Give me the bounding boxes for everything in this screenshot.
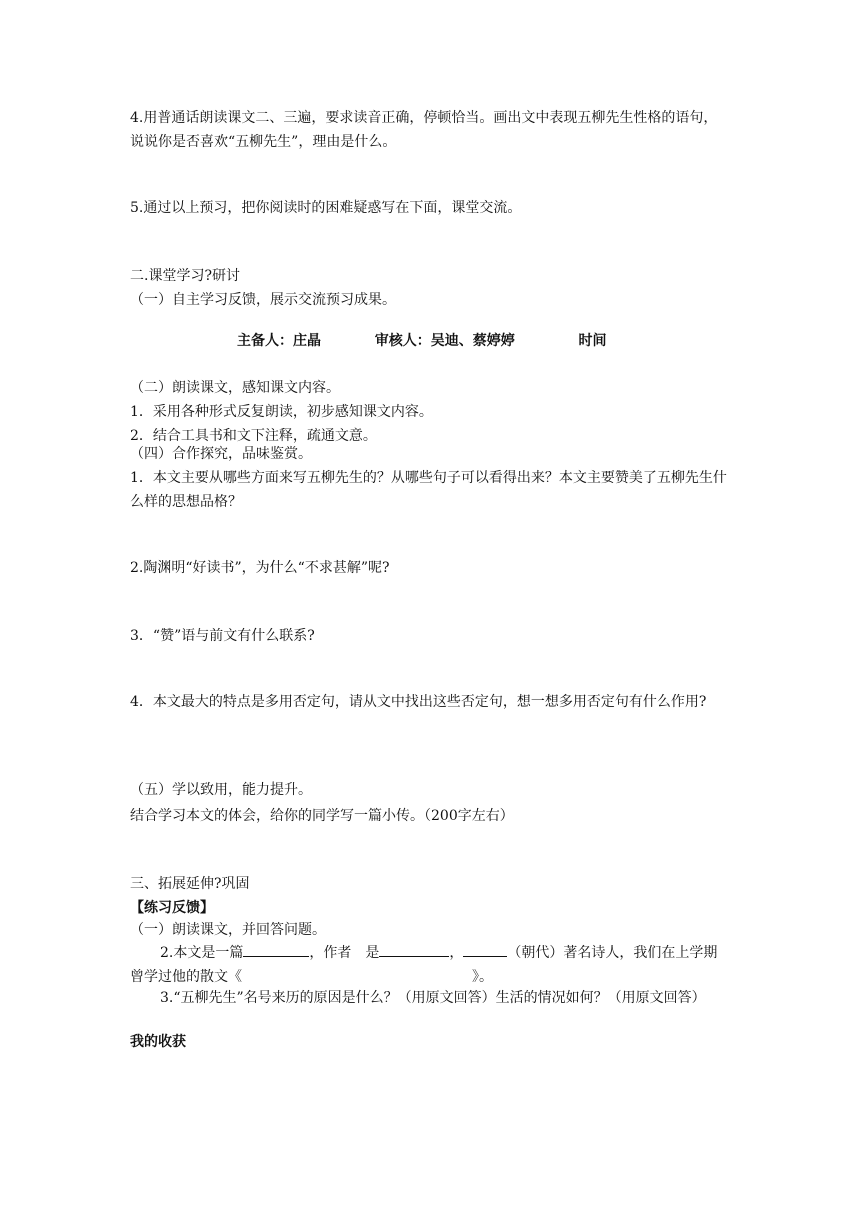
part-4-question-2: 2.陶渊明“好读书”，为什么“不求甚解”呢? — [130, 560, 390, 576]
classroom-part-1: （一）自主学习反馈，展示交流预习成果。 — [130, 292, 396, 308]
extension-item-1: （一）朗读课文，并回答问题。 — [130, 922, 326, 938]
blank-author[interactable] — [379, 940, 449, 957]
my-harvest-heading: 我的收获 — [130, 1034, 186, 1050]
preview-question-4: 4.用普通话朗读课文二、三遍，要求读音正确，停顿恰当。画出文中表现五柳先生性格的语句，说说你是否喜欢“五柳先生”，理由是什么。 — [130, 110, 718, 150]
section-2-heading: 二.课堂学习?研讨 — [130, 268, 240, 284]
credits-line — [237, 330, 607, 350]
part-4-question-1: 1．本文主要从哪些方面来写五柳先生的？从哪些句子可以看得出来？本文主要赞美了五柳先生什么样的思想品格？ — [130, 470, 727, 510]
item-2-text-e: 》。 — [472, 969, 493, 985]
part-2-item-2: 2．结合工具书和文下注释，疏通文意。 — [130, 428, 377, 444]
extension-item-2 — [130, 940, 730, 989]
preview-question-5: 5.通过以上预习，把你阅读时的困难疑惑写在下面，课堂交流。 — [130, 200, 522, 216]
part-2-item-1: 1．采用各种形式反复朗读，初步感知课文内容。 — [130, 404, 433, 420]
time-label: 时间 — [578, 333, 607, 349]
part-4-question-4: 4．本文最大的特点是多用否定句，请从文中找出这些否定句，想一想多用否定句有什么作用? — [130, 694, 707, 710]
item-2-text-b: ，作者 是 — [309, 945, 380, 961]
author-credit: 主备人：庄晶 — [237, 333, 321, 349]
item-3-text: 3.“五柳先生”名号来历的原因是什么？（用原文回答）生活的情况如何？（用原文回答） — [160, 990, 706, 1006]
item-2-text-c: ， — [449, 945, 464, 961]
classroom-part-2: （二）朗读课文，感知课文内容。 — [130, 380, 340, 396]
blank-dynasty[interactable] — [463, 940, 507, 957]
item-2-text-a: 2.本文是一篇 — [160, 945, 244, 961]
part-5-task: 结合学习本文的体会，给你的同学写一篇小传。（200字左右） — [130, 808, 514, 824]
section-3-heading: 三、拓展延伸?巩固 — [130, 876, 250, 892]
practice-feedback-title: 【练习反馈】 — [130, 900, 214, 916]
classroom-part-5: （五）学以致用，能力提升。 — [130, 782, 312, 798]
part-4-question-3: 3．“赞”语与前文有什么联系? — [130, 628, 315, 644]
item-2-text-d: （朝代）著名诗人，我们在上学期曾学过他的散文《 — [130, 945, 718, 985]
blank-genre[interactable] — [243, 940, 309, 957]
reviewer-credit: 审核人：吴迪、蔡婷婷 — [374, 333, 515, 349]
extension-item-3 — [130, 986, 730, 1010]
classroom-part-4: （四）合作探究，品味鉴赏。 — [130, 446, 312, 462]
